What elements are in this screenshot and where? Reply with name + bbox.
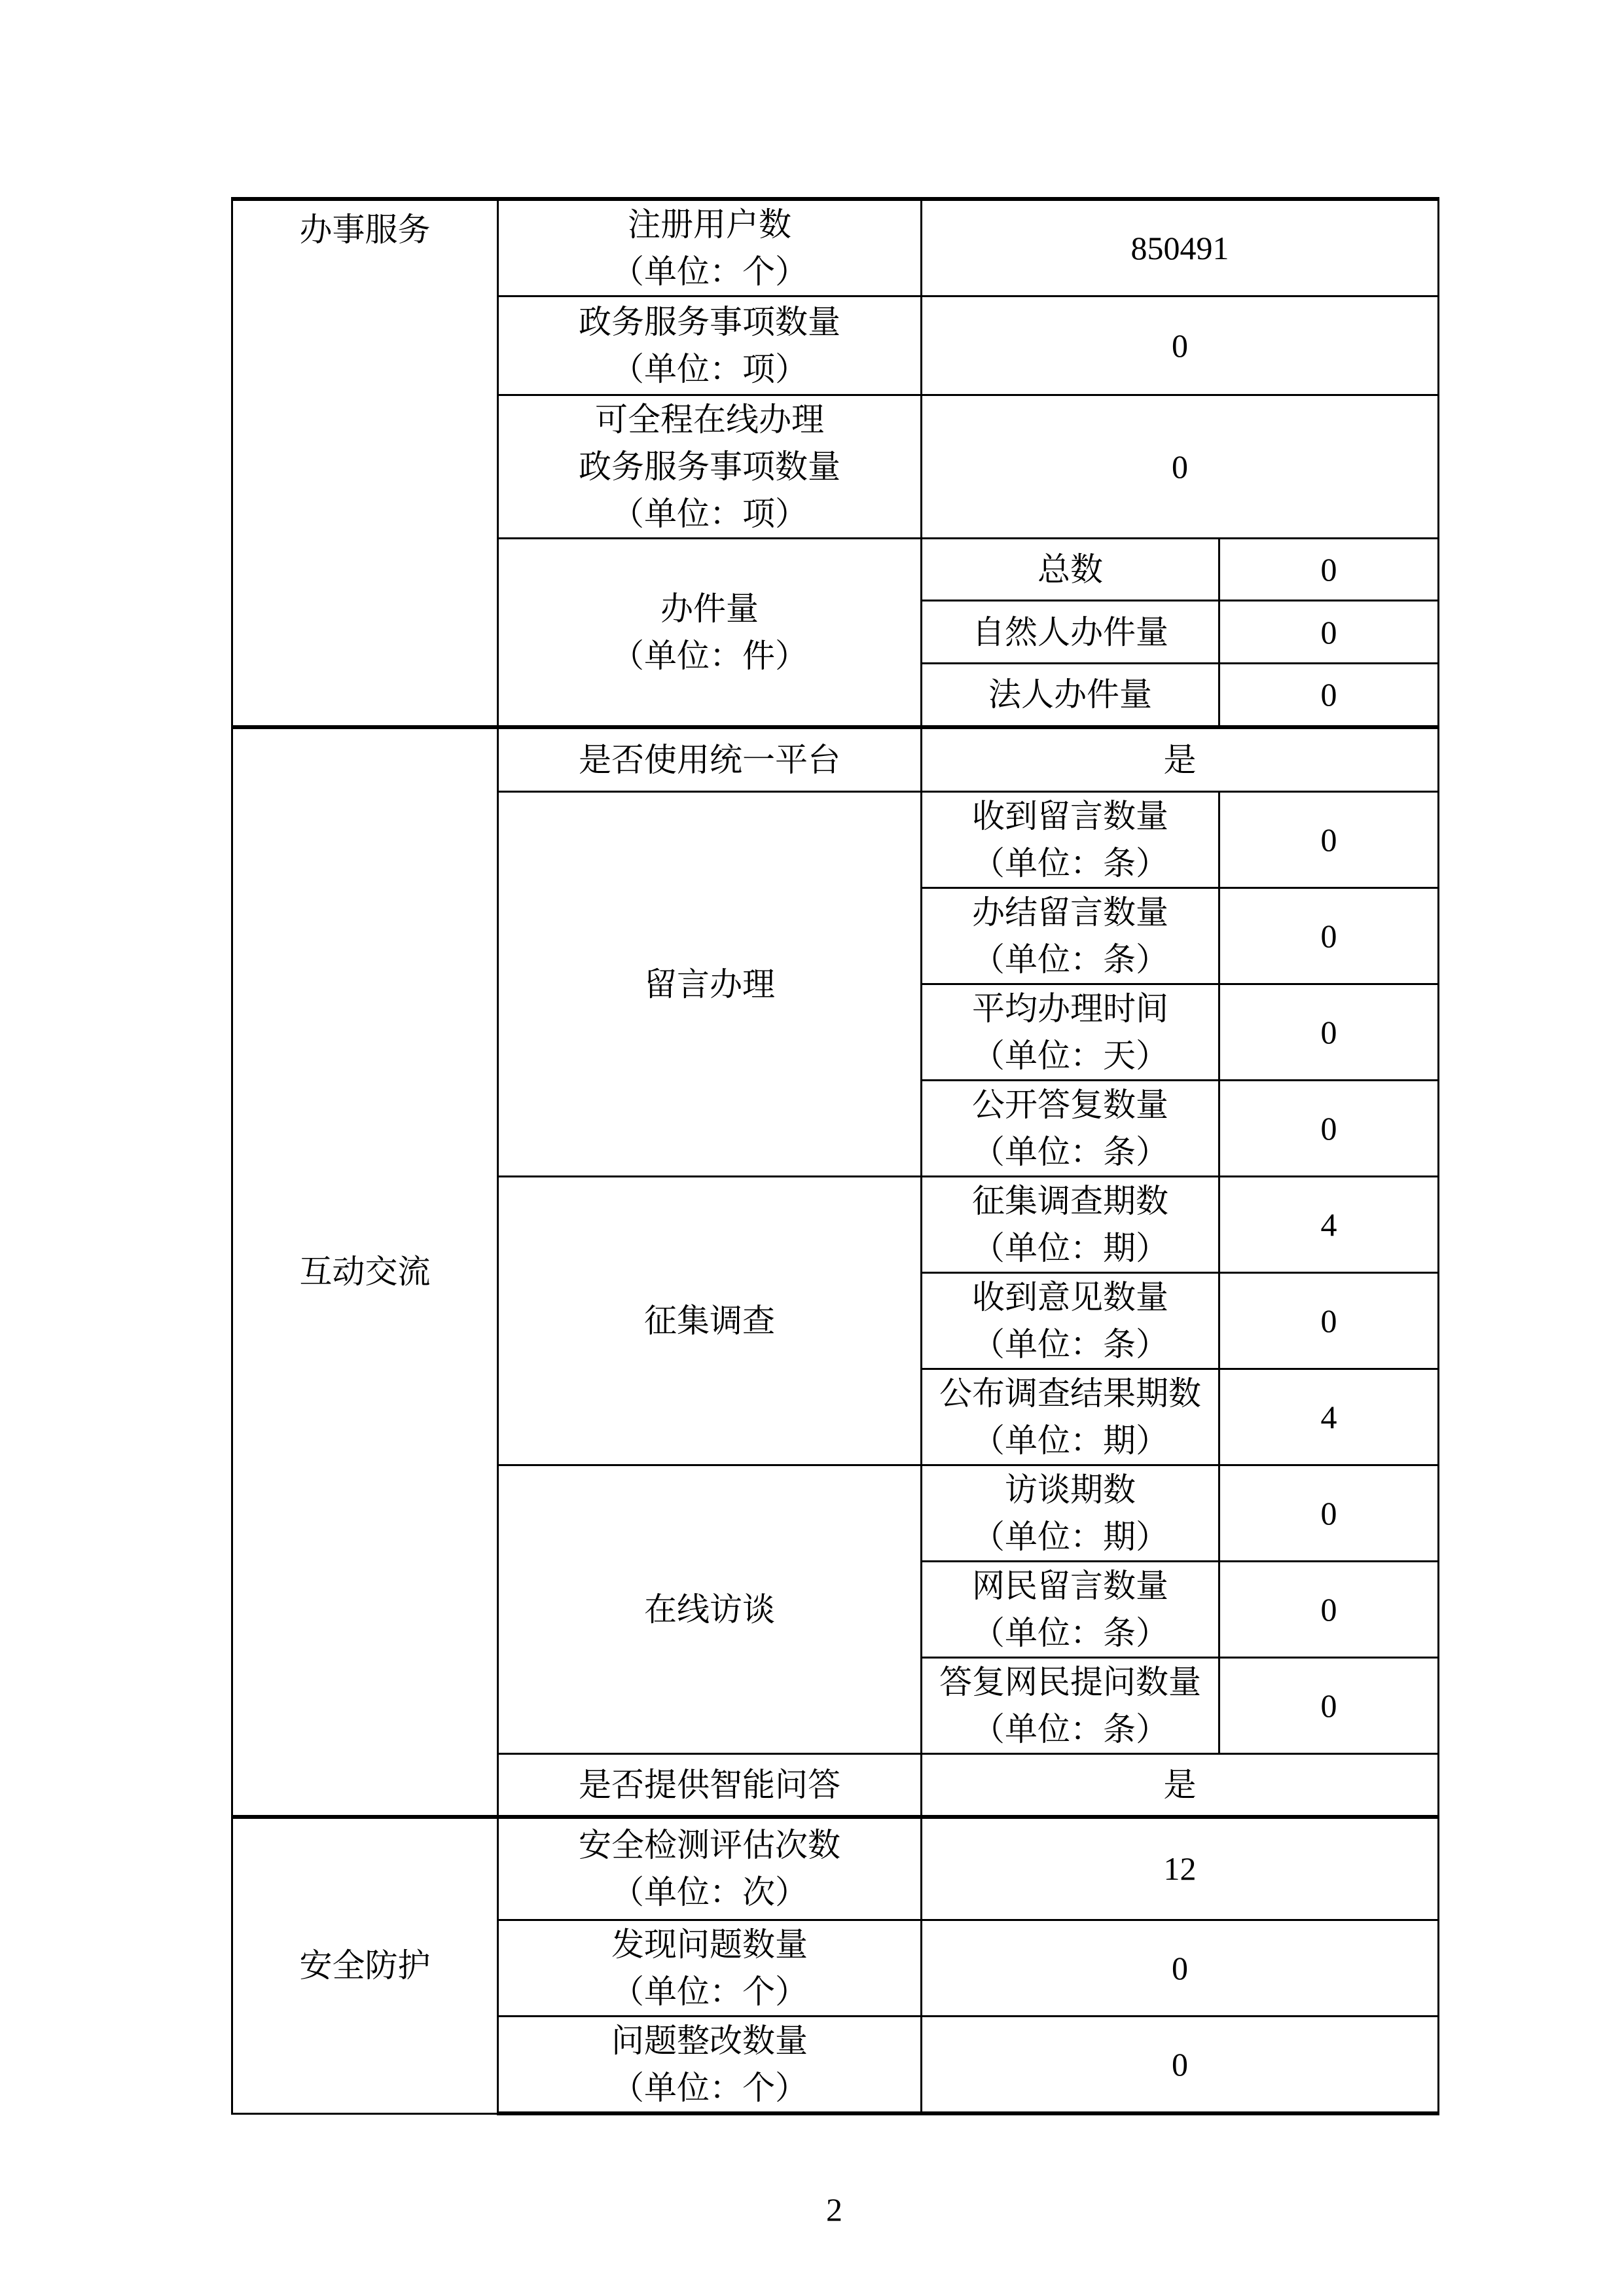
value-cell: 0 [1219,1562,1439,1658]
label-unit-line: （单位：条） [972,1711,1168,1748]
label-line: 平均办理时间 [972,990,1168,1027]
sub-item-label-cell [922,1658,1219,1754]
value-cell: 0 [922,1920,1439,2017]
item-label-cell [498,1817,922,1920]
item-label-cell [498,1754,922,1817]
label-line: 办结留言数量 [972,894,1168,931]
item-label-cell-volume [498,539,922,727]
table-row [232,199,1439,296]
sub-item-label-cell [922,984,1219,1081]
label-unit-line: （单位：条） [972,1134,1168,1170]
category-cell-service [232,199,498,727]
label-unit-line: （单位：期） [972,1230,1168,1266]
label-unit-line: （单位：天） [972,1037,1168,1074]
value-cell: 0 [922,296,1439,395]
label-line: 政务服务事项数量 [579,448,840,485]
label-line: 网民留言数量 [972,1568,1168,1604]
label-line: 是否使用统一平台 [579,741,840,778]
label-line: 自然人办件量 [972,613,1168,651]
label-unit-line: （单位：件） [611,637,808,674]
value-cell: 12 [922,1817,1439,1920]
item-label-cell [498,296,922,395]
category-label: 互动交流 [299,1253,431,1290]
label-line: 留言办理 [644,965,775,1003]
label-unit-line: （单位：个） [611,1973,808,2010]
sub-item-label-cell [922,539,1219,601]
item-label-cell-messages [498,792,922,1177]
value-cell: 0 [1219,1081,1439,1177]
label-unit-line: （单位：个） [611,2070,808,2106]
sub-item-label-cell [922,601,1219,664]
value-cell: 0 [1219,1273,1439,1369]
label-line: 公开答复数量 [972,1086,1168,1123]
value-cell: 0 [1219,792,1439,888]
item-label-cell-surveys [498,1177,922,1465]
category-cell-interaction [232,727,498,1817]
report-table [231,197,1439,2115]
value-cell: 0 [1219,888,1439,984]
sub-item-label-cell [922,664,1219,727]
item-label-cell [498,1920,922,2017]
sub-item-label-cell [922,1177,1219,1273]
label-line: 收到留言数量 [972,798,1168,834]
item-label-cell [498,395,922,539]
label-line: 收到意见数量 [972,1279,1168,1316]
label-unit-line: （单位：个） [611,253,808,290]
sub-item-label-cell [922,888,1219,984]
label-unit-line: （单位：条） [972,941,1168,978]
label-unit-line: （单位：条） [972,1326,1168,1363]
value-cell: 4 [1219,1177,1439,1273]
item-label-cell-interviews [498,1465,922,1754]
value-cell: 是 [922,727,1439,792]
label-line: 在线访谈 [644,1591,775,1628]
label-unit-line: （单位：项） [611,351,808,387]
category-label: 安全防护 [299,1947,431,1984]
label-line: 政务服务事项数量 [579,304,840,340]
item-label-cell [498,727,922,792]
sub-item-label-cell [922,1562,1219,1658]
value-cell: 0 [1219,601,1439,664]
sub-item-label-cell [922,1369,1219,1465]
label-unit-line: （单位：条） [972,1615,1168,1651]
item-label-cell [498,199,922,296]
label-line: 安全检测评估次数 [579,1827,840,1864]
label-line: 总数 [1038,551,1103,588]
value-cell: 0 [1219,984,1439,1081]
value-cell: 0 [922,2017,1439,2114]
label-unit-line: （单位：条） [972,845,1168,882]
label-unit-line: （单位：期） [972,1422,1168,1459]
value-cell: 4 [1219,1369,1439,1465]
category-label: 办事服务 [299,211,431,248]
label-line: 访谈期数 [1005,1471,1136,1508]
label-line: 发现问题数量 [611,1926,808,1963]
sub-item-label-cell [922,1465,1219,1562]
table-row [232,1817,1439,1920]
category-cell-security [232,1817,498,2114]
sub-item-label-cell [922,1273,1219,1369]
label-line: 法人办件量 [988,676,1152,713]
page-number: 2 [826,2191,842,2228]
table-row [232,727,1439,792]
label-line: 征集调查 [644,1302,775,1339]
label-line: 答复网民提问数量 [939,1664,1201,1700]
value-cell: 0 [1219,1658,1439,1754]
value-cell: 0 [1219,664,1439,727]
label-line: 办件量 [660,590,759,627]
label-unit-line: （单位：期） [972,1518,1168,1555]
label-unit-line: （单位：项） [611,495,808,532]
sub-item-label-cell [922,792,1219,888]
value-cell: 0 [922,395,1439,539]
label-line: 问题整改数量 [611,2022,808,2059]
item-label-cell [498,2017,922,2114]
value-cell: 0 [1219,1465,1439,1562]
label-line: 征集调查期数 [972,1183,1168,1219]
value-cell: 是 [922,1754,1439,1817]
label-line: 可全程在线办理 [595,401,824,438]
value-cell: 850491 [922,199,1439,296]
label-line: 是否提供智能问答 [579,1766,840,1803]
sub-item-label-cell [922,1081,1219,1177]
label-line: 公布调查结果期数 [939,1375,1201,1412]
label-line: 注册用户数 [628,206,791,243]
value-cell: 0 [1219,539,1439,601]
label-unit-line: （单位：次） [611,1874,808,1911]
